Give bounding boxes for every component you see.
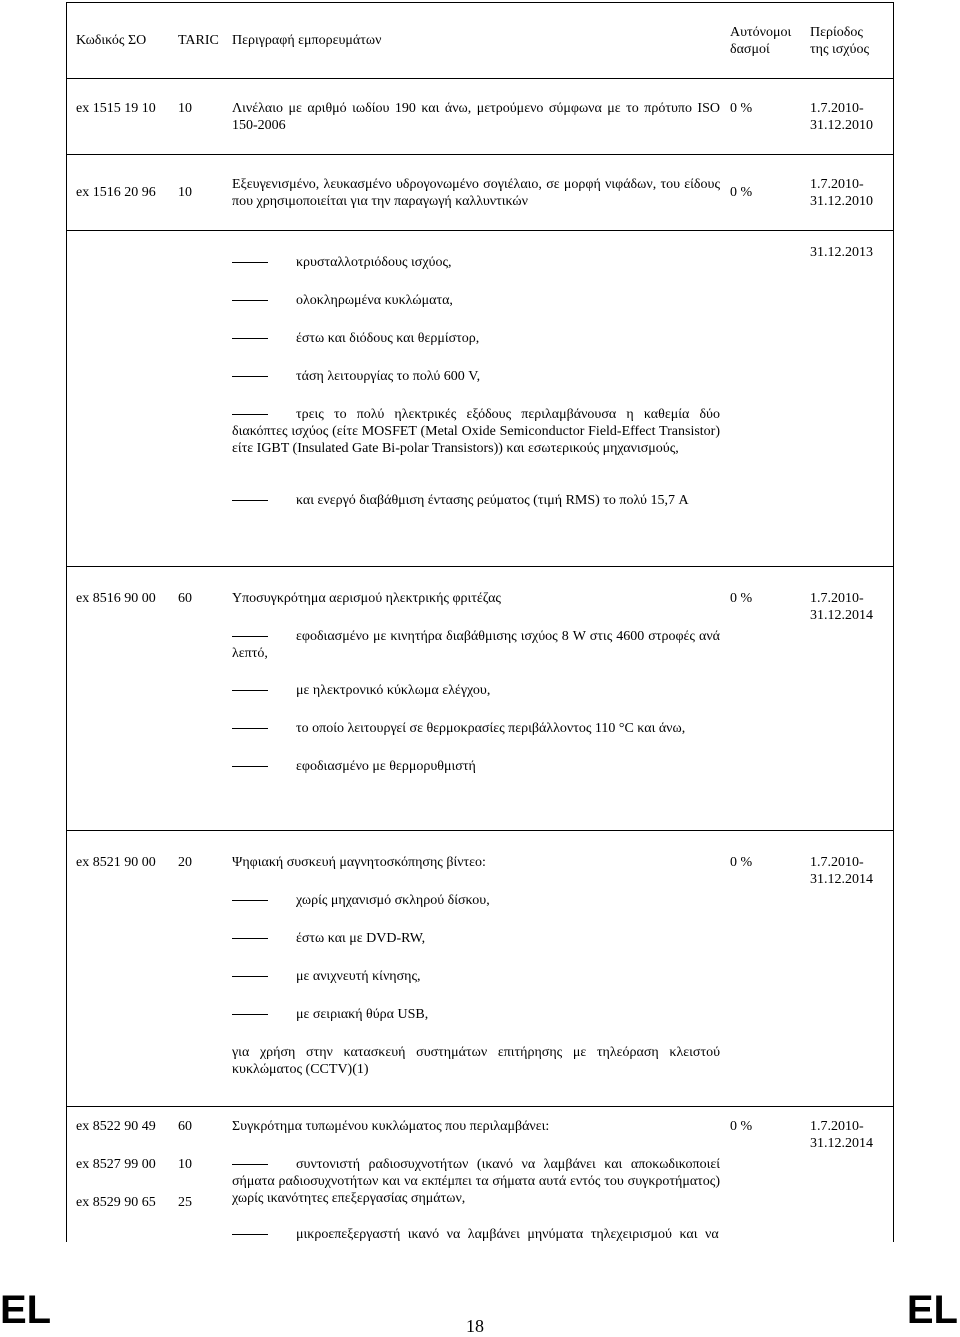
dash-bullet <box>232 262 268 263</box>
list-item: συντονιστή ραδιοσυχνοτήτων (ικανό να λαμβάνει και αποκωδικοποιεί σήματα ραδιοσυχνοτήτων και να εκπέμπει τα σήματα αυτά εντός του συγκροτήματος) χωρίς ικανότητες επεξεργασίας σημάτων, <box>232 1157 720 1206</box>
header-period: Περίοδος της ισχύος <box>810 25 869 57</box>
list-item: εφοδιασμένο με κινητήρα διαβάθμισης ισχύος 8 W στις 4600 στροφές ανά λεπτό, <box>232 629 720 661</box>
list-item: και ενεργό διαβάθμιση έντασης ρεύματος (τιμή RMS) το πολύ 15,7 A <box>296 493 689 508</box>
row-duty: 0 % <box>730 591 753 606</box>
dash-bullet <box>232 690 268 691</box>
dash-bullet <box>232 938 268 939</box>
row-description: Ψηφιακή συσκευή μαγνητοσκόπησης βίντεο: <box>232 855 486 870</box>
list-item: μικροεπεξεργαστή ικανό να λαμβάνει μηνύματα τηλεχειρισμού και να <box>296 1227 719 1242</box>
row-description: Εξευγενισμένο, λευκασμένο υδρογονωμένο σογιέλαιο, σε μορφή νιφάδων, του είδους που χρησιμοποιείται για την παραγωγή καλλυντικών <box>232 177 720 209</box>
row-code: ex 1516 20 96 <box>76 185 156 200</box>
row-period: 31.12.2013 <box>810 245 873 260</box>
row-taric: 10 <box>178 185 192 200</box>
list-item: με ανιχνευτή κίνησης, <box>296 969 421 984</box>
table-top-border <box>66 2 894 3</box>
row-taric: 20 <box>178 855 192 870</box>
list-item: το οποίο λειτουργεί σε θερμοκρασίες περιβάλλοντος 110 °C και άνω, <box>296 721 686 736</box>
dash-bullet <box>232 728 268 729</box>
dash-bullet <box>232 376 268 377</box>
row-footnote: για χρήση στην κατασκευή συστημάτων επιτήρησης με τηλεόραση κλειστού κυκλώματος (CCTV)(1) <box>232 1045 720 1077</box>
header-description: Περιγραφή εμπορευμάτων <box>232 33 382 48</box>
dash-bullet <box>232 500 268 501</box>
header-taric: TARIC <box>178 33 219 48</box>
row-code: ex 8529 90 65 <box>76 1195 156 1210</box>
dash-bullet <box>232 766 268 767</box>
list-item: εφοδιασμένο με θερμορυθμιστή <box>296 759 476 774</box>
row-divider <box>66 78 894 79</box>
row-duty: 0 % <box>730 185 753 200</box>
list-item: έστω και με DVD-RW, <box>296 931 426 946</box>
row-duty: 0 % <box>730 101 753 116</box>
list-item: τάση λειτουργίας το πολύ 600 V, <box>296 369 481 384</box>
language-mark-left: EL <box>0 1288 52 1332</box>
row-taric: 60 <box>178 591 192 606</box>
row-divider <box>66 230 894 231</box>
page-number: 18 <box>466 1316 484 1336</box>
row-code: ex 8527 99 00 <box>76 1157 156 1172</box>
list-item: με ηλεκτρονικό κύκλωμα ελέγχου, <box>296 683 491 698</box>
row-description: Συγκρότημα τυπωμένου κυκλώματος που περιλαμβάνει: <box>232 1119 550 1134</box>
row-divider <box>66 566 894 567</box>
row-taric: 60 <box>178 1119 192 1134</box>
row-period: 1.7.2010-31.12.2010 <box>810 101 873 133</box>
row-description: Υποσυγκρότημα αερισμού ηλεκτρικής φριτέζας <box>232 591 501 606</box>
row-period: 1.7.2010-31.12.2014 <box>810 591 873 623</box>
header-cn-code: Κωδικός ΣΟ <box>76 33 147 48</box>
row-description: Λινέλαιο με αριθμό ιωδίου 190 και άνω, μετρούμενο σύμφωνα με το πρότυπο ISO 150-2006 <box>232 101 720 133</box>
dash-bullet <box>232 900 268 901</box>
row-divider <box>66 830 894 831</box>
list-item: κρυσταλλοτριόδους ισχύος, <box>296 255 452 270</box>
list-item: με σειριακή θύρα USB, <box>296 1007 429 1022</box>
row-divider <box>66 154 894 155</box>
row-period: 1.7.2010-31.12.2014 <box>810 855 873 887</box>
language-mark-right: EL <box>906 1288 958 1332</box>
header-duty: Αυτόνομοι δασμοί <box>730 25 792 57</box>
row-taric: 10 <box>178 101 192 116</box>
row-code: ex 8522 90 49 <box>76 1119 156 1134</box>
row-period: 1.7.2010-31.12.2010 <box>810 177 873 209</box>
row-code: ex 8516 90 00 <box>76 591 156 606</box>
row-divider <box>66 1106 894 1107</box>
dash-bullet <box>232 1014 268 1015</box>
row-code: ex 8521 90 00 <box>76 855 156 870</box>
list-item: ολοκληρωμένα κυκλώματα, <box>296 293 453 308</box>
list-item: έστω και διόδους και θερμίστορ, <box>296 331 480 346</box>
row-taric: 25 <box>178 1195 192 1210</box>
row-taric: 10 <box>178 1157 192 1172</box>
row-duty: 0 % <box>730 1119 753 1134</box>
dash-bullet <box>232 300 268 301</box>
list-item: χωρίς μηχανισμό σκληρού δίσκου, <box>296 893 490 908</box>
row-duty: 0 % <box>730 855 753 870</box>
row-period: 1.7.2010-31.12.2014 <box>810 1119 873 1151</box>
row-code: ex 1515 19 10 <box>76 101 156 116</box>
dash-bullet <box>232 976 268 977</box>
list-item: τρεις το πολύ ηλεκτρικές εξόδους περιλαμβάνουσα η καθεμία δύο διακόπτες ισχύος (είτε MOSFET (Metal Oxide Semiconductor Field-Effect Transistor) είτε IGBT (Insulated Gate Bi-polar Transistors)) και εσωτερικούς μηχανισμούς, <box>232 407 720 456</box>
dash-bullet <box>232 1234 268 1235</box>
dash-bullet <box>232 338 268 339</box>
